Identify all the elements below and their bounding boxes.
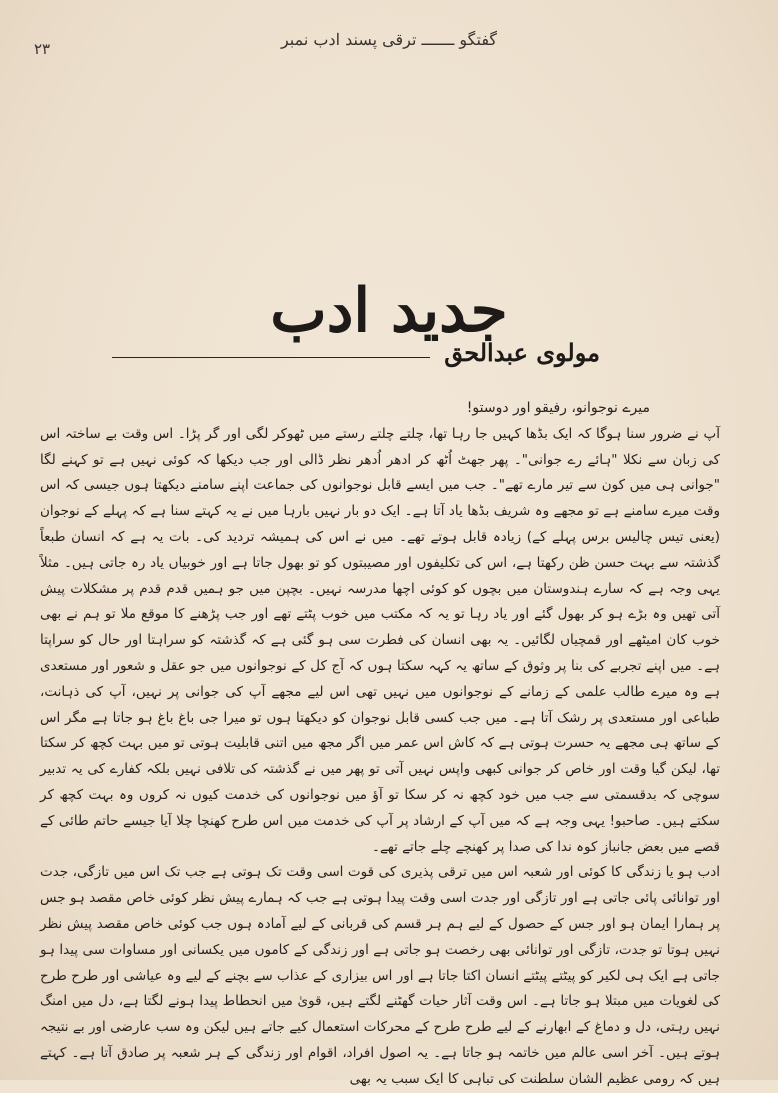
author-name: مولوی عبدالحق <box>444 337 600 367</box>
byline-rule <box>112 357 430 358</box>
running-header: گفتگو ـــــــ ترقی پسند ادب نمبر <box>280 30 498 49</box>
article-body <box>40 396 720 1093</box>
page-number: ۲۳ <box>34 40 51 58</box>
byline <box>112 332 600 372</box>
paragraph-1: آپ نے ضرور سنا ہوگا کہ ایک بڈھا کہیں جا رہا تھا، چلتے چلتے رستے میں ٹھوکر لگی اور گر پڑا۔ اس وقت بے ساختہ اس کی زبان سے نکلا "ہائے رے جوانی"۔ پھر جھٹ اُٹھ کر ادھر اُدھر نظر ڈالی اور جب دیکھا کہ کوئی نہیں ہے تو کہنے لگا "جوانی ہی میں کون سے تیر مارے تھے"۔ جب میں ایسے قابل نوجوانوں کی جماعت اپنے سامنے دیکھتا ہوں جیسی کہ اس وقت میرے سامنے ہے تو مجھے وہ شریف بڈھا یاد آتا ہے۔ ایک دو بار نہیں بارہا میں نے یہ کہتے سنا ہے کہ پہلے کے نوجوان (یعنی تیس چالیس برس پہلے کے) زیادہ قابل ہوتے تھے۔ میں نے اس کی ہمیشہ تردید کی۔ بات یہ ہے کہ انسان طبعاً گذشتہ سے بہت حسن ظن رکھتا ہے، اس کی تکلیفوں اور مصیبتوں کو تو بھول جاتا ہے اور خوبیاں یاد رہ جاتی ہیں۔ مثلاً یہی وجہ ہے کہ سارے ہندوستان میں بچوں کو کوئی اچھا مدرسہ نہیں۔ بچپن میں جو ہمیں قدم قدم پر مشکلات پیش آتی تھیں وہ بڑے ہو کر بھول گئے اور یاد رہا تو یہ کہ مکتب میں خوب پٹتے تھے اور جب پڑھنے کا موقع ملا تو ہم نے بھی خوب کان امیٹھے اور قمچیاں لگائیں۔ یہ بھی انسان کی فطرت سی ہو گئی ہے کہ گذشتہ کو سراہتا اور حال کو سراپتا ہے۔ میں اپنے تجربے کی بنا پر وثوق کے ساتھ یہ کہہ سکتا ہوں کہ آج کل کے نوجوانوں میں جو عقل و شعور اور مستعدی ہے وہ میرے طالب علمی کے زمانے کے نوجوانوں میں نہیں تھی اس لیے مجھے آپ کی جوانی پر نہیں، آپ کی ذہانت، طباعی اور مستعدی پر رشک آتا ہے۔ میں جب کسی قابل نوجوان کو دیکھتا ہوں تو میرا جی باغ باغ ہو جاتا ہے مگر اس کے ساتھ ہی مجھے یہ حسرت ہوتی ہے کہ کاش اس عمر میں اگر مجھ میں اتنی قابلیت ہوتی تو میں بہت کچھ کر سکتا تھا، لیکن گیا وقت اور خاص کر جوانی کبھی واپس نہیں آتی تو پھر میں نے گذشتہ کی تلافی نہیں بلکہ کفارے کی یہ تدبیر سوچی کہ بدقسمتی سے جب میں خود کچھ نہ کر سکا تو آؤ میں نوجوانوں کی خدمت کیوں نہ کروں وہ بہت کچھ کر سکتے ہیں۔ صاحبو! یہی وجہ ہے کہ میں آپ کے ارشاد پر آپ کی خدمت میں اس طرح کھنچا چلا آیا جیسے حاتم طائی کے قصے میں بعض جانباز کوہ ندا کی صدا پر کھنچے چلے جاتے تھے۔ <box>40 425 720 855</box>
salutation: میرے نوجوانو، رفیقو اور دوستو! <box>466 400 650 416</box>
article-title: جدید ادب <box>270 276 508 347</box>
paragraph-2: ادب ہو یا زندگی کا کوئی اور شعبہ اس میں ترقی پذیری کی قوت اسی وقت تک ہوتی ہے جب تک اس میں تازگی، جدت اور توانائی پائی جاتی ہے اور تازگی اور جدت اسی وقت پیدا ہوتی ہے جب کہ ہمارے پیش نظر کوئی خاص مقصد ہو جس پر ہمارا ایمان ہو اور جس کے حصول کے لیے ہم ہر قسم کی قربانی کے لیے آمادہ ہوں جب کوئی خاص مقصد پیش نظر نہیں ہوتا تو جدت، تازگی اور توانائی بھی رخصت ہو جاتی ہے اور زندگی کے کاموں میں یکسانی اور مساوات سی پیدا ہو جاتی ہے ایک ہی لکیر کو پیٹتے پیٹتے انسان اکتا جاتا ہے اور اس بیزاری کے عذاب سے بچنے کے لیے وہ عیاشی اور طرح طرح کی لغویات میں مبتلا ہو جاتا ہے۔ اس وقت آثار حیات گھٹنے لگتے ہیں، قویٰ میں انحطاط پیدا ہونے لگتا ہے، دل میں امنگ نہیں رہتی، دل و دماغ کے ابھارنے کے لیے طرح طرح کے محرکات استعمال کیے جاتے ہیں لیکن وہ سب عارضی اور بے نتیجہ ہوتے ہیں۔ آخر اسی عالم میں خاتمہ ہو جاتا ہے۔ یہ اصول افراد، اقوام اور زندگی کے ہر شعبہ پر صادق آتا ہے۔ کہتے ہیں کہ رومی عظیم الشان سلطنت کی تباہی کا ایک سبب یہ بھی <box>40 864 720 1087</box>
